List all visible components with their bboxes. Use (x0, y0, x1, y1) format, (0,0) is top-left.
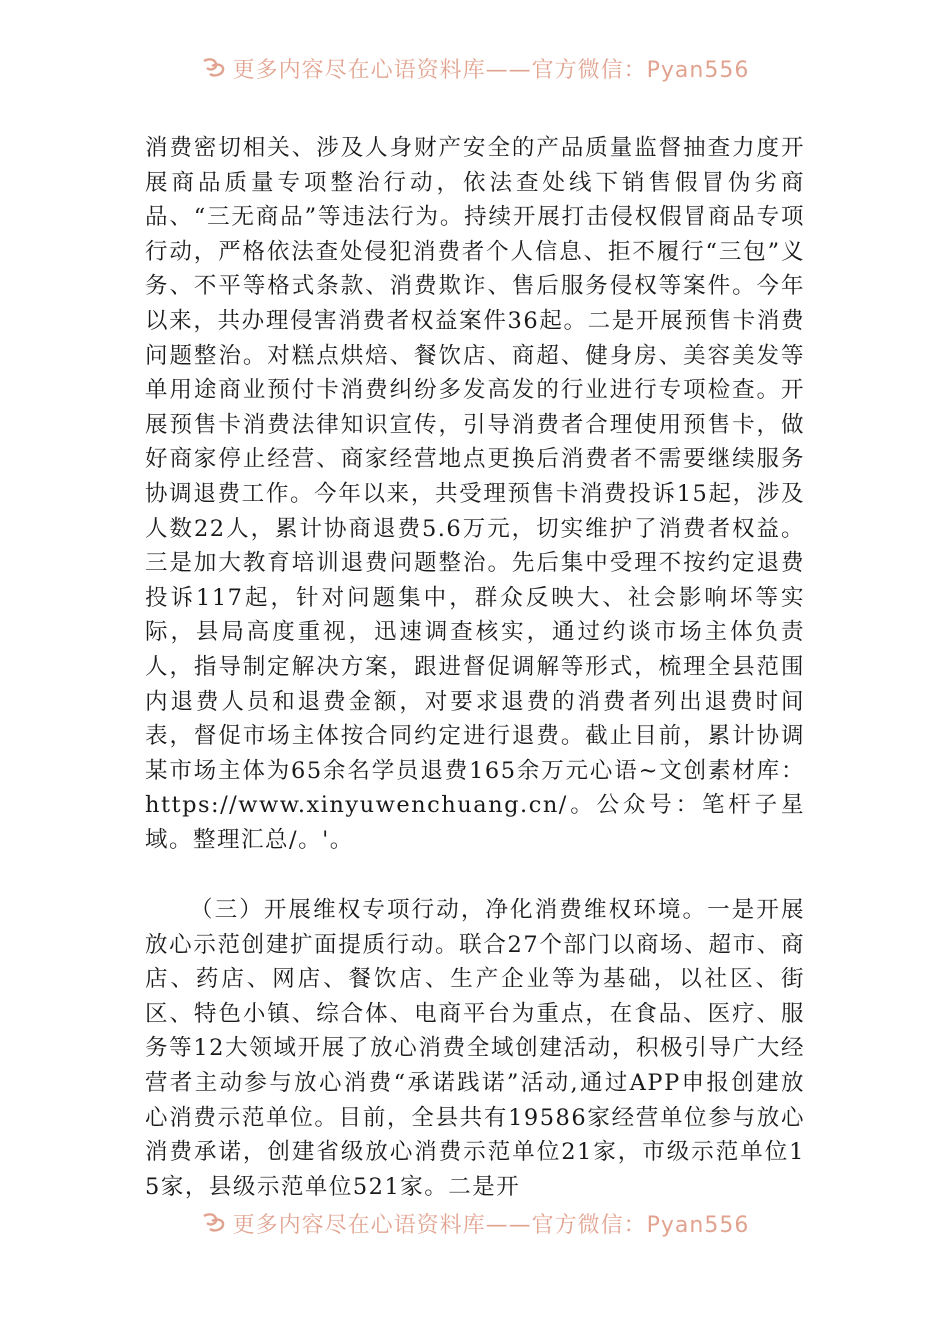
watermark-header (0, 48, 950, 88)
watermark-text: 更多内容尽在心语资料库——官方微信：Pyan556 (232, 1212, 750, 1238)
watermark-text: 更多内容尽在心语资料库——官方微信：Pyan556 (232, 57, 750, 83)
body-paragraph-2: （三）开展维权专项行动，净化消费维权环境。一是开展放心示范创建扩面提质行动。联合27个部门以商场、超市、商店、药店、网店、餐饮店、生产企业等为基础，以社区、街区、特色小镇、综合体、电商平台为重点，在食品、医疗、服务等12大领域开展了放心消费全域创建活动，积极引导广大经营者主动参与放心消费“承诺践诺”活动,通过APP申报创建放心消费示范单位。目前，全县共有19586家经营单位参与放心消费承诺，创建省级放心消费示范单位21家，市级示范单位15家，县级示范单位521家。二是开 (145, 897, 805, 1200)
watermark-logo-icon (201, 57, 227, 79)
watermark-logo-icon (201, 1212, 227, 1234)
body-paragraph-1: 消费密切相关、涉及人身财产安全的产品质量监督抽查力度开展商品质量专项整治行动，依法查处线下销售假冒伪劣商品、“三无商品”等违法行为。持续开展打击侵权假冒商品专项行动，严格依法查处侵犯消费者个人信息、拒不履行“三包”义务、不平等格式条款、消费欺诈、售后服务侵权等案件。今年以来，共办理侵害消费者权益案件36起。二是开展预售卡消费问题整治。对糕点烘焙、餐饮店、商超、健身房、美容美发等单用途商业预付卡消费纠纷多发高发的行业进行专项检查。开展预售卡消费法律知识宣传，引导消费者合理使用预售卡，做好商家停止经营、商家经营地点更换后消费者不需要继续服务协调退费工作。今年以来，共受理预售卡消费投诉15起，涉及人数22人，累计协商退费5.6万元，切实维护了消费者权益。三是加大教育培训退费问题整治。先后集中受理不按约定退费投诉117起，针对问题集中，群众反映大、社会影响坏等实际，县局高度重视，迅速调查核实，通过约谈市场主体负责人，指导制定解决方案，跟进督促调解等形式，梳理全县范围内退费人员和退费金额，对要求退费的消费者列出退费时间表，督促市场主体按合同约定进行退费。截止目前，累计协调某市场主体为65余名学员退费165余万元心语~文创素材库：https://www.xinyuwenchuang.cn/。公众号：笔杆子星域。整理汇总/。'。 (145, 135, 805, 853)
watermark-footer (0, 1203, 950, 1243)
